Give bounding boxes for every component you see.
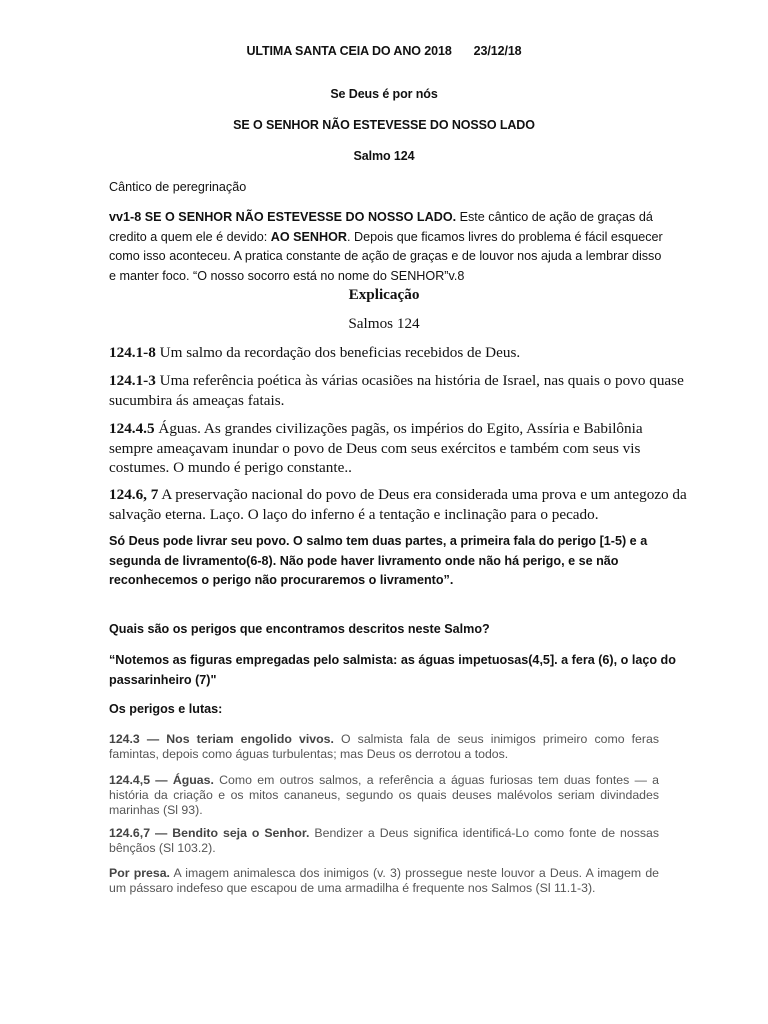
commentary-text: Como em outros salmos, a referência a águas furiosas tem duas fontes — a história da criação e os mitos cananeus, segundo os quais deuses malévolos seriam divindades marinhas (Sl 93).: [109, 773, 659, 817]
psalm-title: Salmo 124: [353, 149, 415, 163]
explanation-ref: 124.1-8: [109, 344, 156, 361]
explanation-ref: 124.1-3: [109, 372, 156, 389]
explanation-text: Águas. As grandes civilizações pagãs, os impérios do Egito, Assíria e Babilônia sempre ameaçavam inundar o povo de Deus com seus exércitos e também com seus vis costumes. O mundo é perigo constante..: [109, 420, 643, 476]
commentary-ref: 124.3 — Nos teriam engolido vivos.: [109, 732, 334, 746]
explanation-text: A preservação nacional do povo de Deus era considerada uma prova e um antegozo da salvação eterna. Laço. O laço do inferno é a tentação e inclinação para o pecado.: [109, 486, 687, 523]
intro-paragraph: [109, 208, 669, 286]
commentary-text: O salmista fala de seus inimigos primeiro como feras famintas, depois como águas turbulentas; mas Deus os derrotou a todos.: [109, 732, 659, 761]
explanation-ref: 124.4.5: [109, 420, 155, 437]
document-title: ULTIMA SANTA CEIA DO ANO 2018: [246, 44, 452, 58]
explanation-item: [109, 485, 689, 524]
commentary-item: [109, 866, 659, 896]
section-label: Os perigos e lutas:: [109, 702, 223, 716]
summary-paragraph: Só Deus pode livrar seu povo. O salmo tem duas partes, a primeira fala do perigo [1-5) e a segunda de livramento(6-8). Não pode haver livramento onde não há perigo, e se não reconhecemos o perigo não procuraremos o livramento”.: [109, 534, 648, 587]
quote-paragraph: “Notemos as figuras empregadas pelo salmista: as águas impetuosas(4,5]. a fera (6), o laço do passarinheiro (7)": [109, 653, 676, 687]
intro-label: Cântico de peregrinação: [109, 180, 247, 194]
commentary-ref: Por presa.: [109, 866, 170, 880]
commentary-ref: 124.4,5 — Águas.: [109, 773, 214, 787]
document-header: [0, 44, 768, 58]
intro-text-2: . Depois que ficamos livres do problema é fácil esquecer como isso aconteceu. A pratica constante de ação de graças e de louvor nos ajuda a lembrar disso e manter foco. “O nosso socorro está no nome do SENHOR”v.8: [109, 229, 663, 283]
explanation-text: Um salmo da recordação dos beneficias recebidos de Deus.: [155, 344, 521, 361]
explanation-item: [109, 419, 689, 478]
theme-title: SE O SENHOR NÃO ESTEVESSE DO NOSSO LADO: [233, 118, 535, 132]
intro-text-1: Este cântico de ação de graças dá credito a quem ele é devido:: [109, 210, 653, 244]
commentary-item: [109, 732, 659, 762]
question-heading: Quais são os perigos que encontramos descritos neste Salmo?: [109, 622, 490, 636]
explanation-text: Uma referência poética às várias ocasiões na história de Israel, nas quais o povo quase sucumbira ás ameaças fatais.: [109, 372, 684, 409]
subtitle: Se Deus é por nós: [330, 87, 438, 101]
intro-bold-1: vv1-8 SE O SENHOR NÃO ESTEVESSE DO NOSSO LADO.: [109, 210, 457, 224]
document-date: 23/12/18: [473, 44, 522, 58]
commentary-text: Bendizer a Deus significa identificá-Lo como fonte de nossas bênçãos (Sl 103.2).: [109, 826, 659, 855]
explanation-item: [109, 371, 689, 410]
commentary-item: [109, 773, 659, 818]
commentary-item: [109, 826, 659, 856]
explanation-subheading: Salmos 124: [348, 315, 420, 332]
commentary-text: A imagem animalesca dos inimigos (v. 3) prossegue neste louvor a Deus. A imagem de um pássaro indefeso que escapou de uma armadilha é frequente nos Salmos (Sl 11.1-3).: [109, 866, 659, 895]
explanation-ref: 124.6, 7: [109, 486, 159, 503]
commentary-ref: 124.6,7 — Bendito seja o Senhor.: [109, 826, 310, 840]
explanation-heading: Explicação: [348, 286, 420, 303]
intro-bold-2: AO SENHOR: [270, 229, 348, 244]
explanation-item: [109, 343, 689, 363]
